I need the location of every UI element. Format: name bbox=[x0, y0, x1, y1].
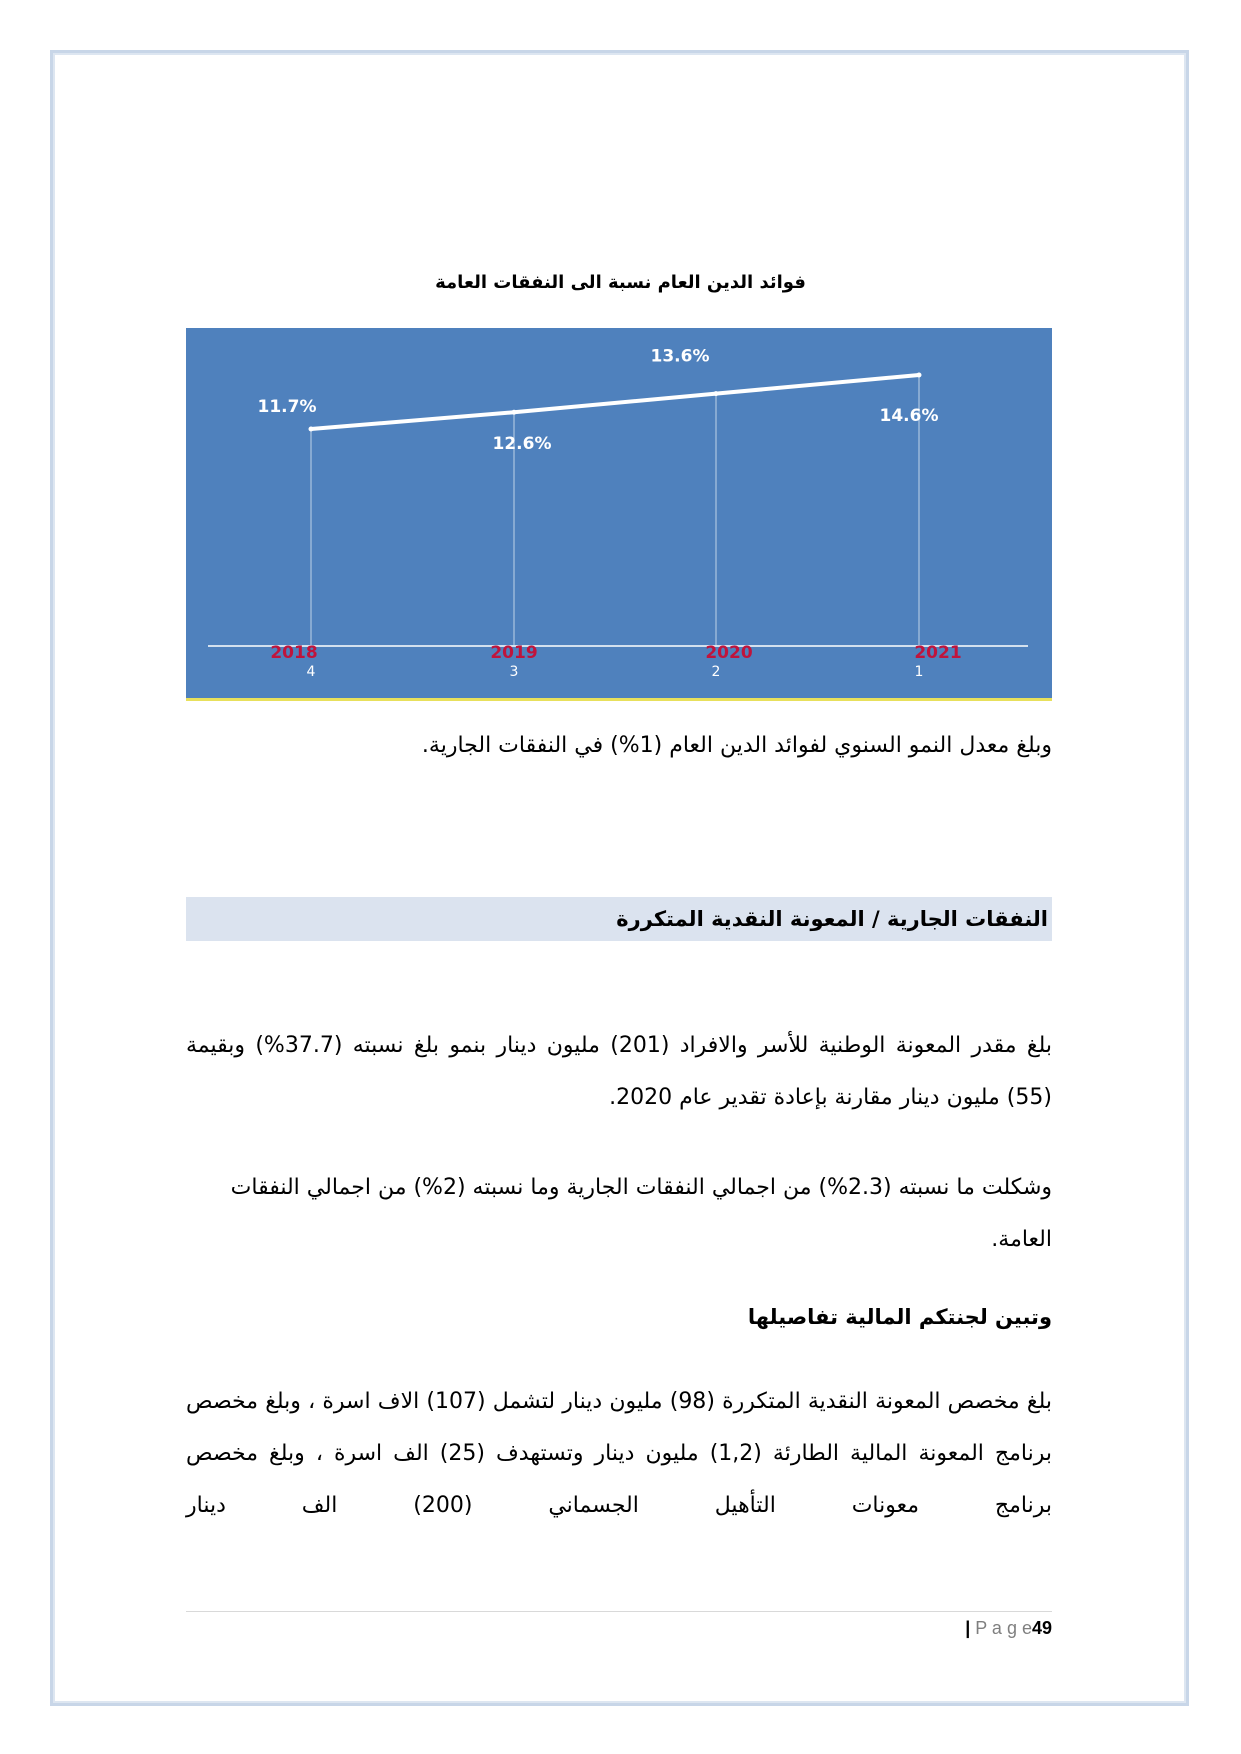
data-point bbox=[917, 373, 922, 378]
data-point bbox=[714, 391, 719, 396]
section-heading bbox=[186, 897, 1052, 941]
index-label: 1 bbox=[914, 664, 924, 680]
index-label: 3 bbox=[509, 664, 519, 680]
category-label: 2019 bbox=[490, 643, 538, 663]
growth-rate-paragraph: وبلغ معدل النمو السنوي لفوائد الدين العام (1%) في النفقات الجارية. bbox=[421, 733, 1052, 758]
series-line bbox=[311, 375, 919, 429]
line-chart bbox=[186, 328, 1052, 701]
footer-separator: | bbox=[965, 1618, 971, 1638]
page-number: 49 bbox=[1031, 1618, 1052, 1638]
category-label: 2018 bbox=[270, 643, 318, 663]
data-label: 14.6% bbox=[879, 406, 939, 426]
index-label: 4 bbox=[306, 664, 316, 680]
allocation-paragraph: بلغ مخصص المعونة النقدية المتكررة (98) مليون دينار لتشمل (107) الاف اسرة ، وبلغ مخصص برنامج المعونة المالية الطارئة (1,2) مليون دينار وتستهدف (25) الف اسرة ، وبلغ مخصص برنامج معونات التأهيل الجسماني (200) الف دينار bbox=[186, 1389, 1052, 1518]
share-paragraph: وشكلت ما نسبته (2.3%) من اجمالي النفقات الجارية وما نسبته (2%) من اجمالي النفقات العامة. bbox=[230, 1175, 1052, 1252]
section-heading-text: النفقات الجارية / المعونة النقدية المتكررة bbox=[616, 907, 1048, 931]
data-label: 12.6% bbox=[492, 434, 552, 455]
chart-title: فوائد الدين العام نسبة الى النفقات العامة bbox=[435, 272, 806, 293]
data-point bbox=[512, 410, 517, 415]
category-label: 2020 bbox=[705, 643, 753, 663]
data-label: 13.6% bbox=[650, 346, 710, 367]
page-label: P a g e bbox=[975, 1618, 1032, 1638]
data-point bbox=[309, 427, 314, 432]
page-footer bbox=[186, 1618, 1052, 1639]
committee-details-heading: وتبين لجنتكم المالية تفاصيلها bbox=[747, 1305, 1052, 1329]
footer-divider bbox=[186, 1611, 1052, 1612]
index-label: 2 bbox=[711, 664, 721, 680]
data-label: 11.7% bbox=[257, 397, 317, 417]
national-aid-paragraph: بلغ مقدر المعونة الوطنية للأسر والافراد (201) مليون دينار بنمو بلغ نسبته (37.7%) وبقيمة (55) مليون دينار مقارنة بإعادة تقدير عام 2020. bbox=[186, 1033, 1052, 1110]
chart-svg bbox=[186, 328, 1052, 698]
category-label: 2021 bbox=[914, 643, 962, 663]
